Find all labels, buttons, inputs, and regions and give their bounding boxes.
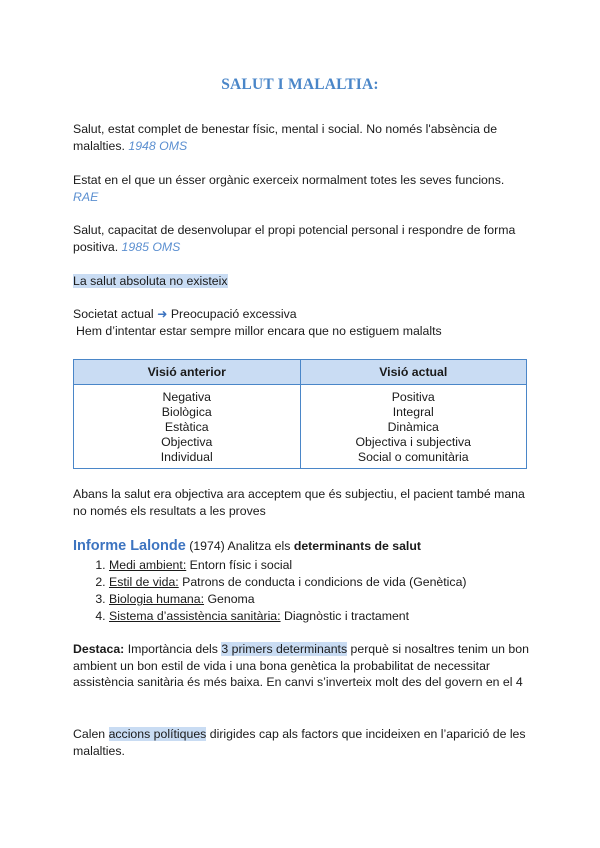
destaca-after: perquè si nosaltres tenim un bon ambient un bon estil de vida i una bona genètica la probabilitat de necessitar assistència sanitària és més baixa. En canvi s’inverteix molt des del govern en el 4 <box>73 642 529 689</box>
highlighted-text: La salut absoluta no existeix <box>73 274 228 288</box>
table-row <box>74 385 527 469</box>
determinant-text: Entorn físic i social <box>189 558 293 572</box>
definition-1 <box>73 121 533 154</box>
page-title: SALUT I MALALTIA: <box>221 76 379 93</box>
society-note <box>73 306 533 339</box>
highlighted-text: accions polítiques <box>108 727 207 741</box>
society-suffix: Preocupació excessiva <box>170 307 297 321</box>
determinant-label: Estil de vida: <box>109 575 179 589</box>
comparison-table <box>73 359 527 469</box>
determinant-text: Diagnòstic i tractament <box>283 609 410 623</box>
list-item <box>109 574 569 591</box>
calen-after: dirigides cap als factors que incideixen en l’aparició de les malalties. <box>73 727 526 758</box>
calen-paragraph <box>73 726 533 759</box>
table-cell-item: Estàtica <box>164 420 209 434</box>
lalonde-heading <box>73 538 533 555</box>
lalonde-intro: Analitza els <box>227 539 291 553</box>
society-prefix: Societat actual <box>73 307 154 321</box>
table-cell-item: Objectiva <box>161 435 213 449</box>
table-cell-item: Individual <box>160 450 213 464</box>
determinant-label: Biologia humana: <box>109 592 205 606</box>
lalonde-year: (1974) <box>189 539 225 553</box>
column-header-previous: Visió anterior <box>74 360 301 385</box>
previous-view-cell <box>74 385 301 469</box>
table-cell-item: Social o comunitària <box>357 450 469 464</box>
highlight-statement <box>73 273 533 290</box>
definition-source: 1985 OMS <box>121 239 181 254</box>
determinant-label: Sistema d’assistència sanitària: <box>109 609 281 623</box>
definition-text: Salut, capacitat de desenvolupar el propi potencial personal i respondre de forma positiva. <box>73 223 516 254</box>
list-item <box>109 608 569 625</box>
lalonde-bold: determinants de salut <box>293 539 421 553</box>
table-cell-item: Positiva <box>391 390 435 404</box>
destaca-before: Importància dels <box>127 642 218 656</box>
society-line2: Hem d’intentar estar sempre millor encara que no estiguem malalts <box>76 323 442 338</box>
determinant-text: Genoma <box>207 592 255 606</box>
destaca-paragraph <box>73 641 533 691</box>
list-item <box>109 591 569 608</box>
table-cell-item: Integral <box>392 405 434 419</box>
definition-source: RAE <box>73 189 99 204</box>
table-cell-item: Dinàmica <box>387 420 439 434</box>
right-arrow-icon: ➜ <box>157 307 168 321</box>
calen-before: Calen <box>73 727 106 741</box>
definition-2 <box>73 172 533 205</box>
highlighted-text: 3 primers determinants <box>221 642 348 656</box>
definition-text: Salut, estat complet de benestar físic, mental i social. No només l'absència de malalties. <box>73 122 498 153</box>
determinant-label: Medi ambient: <box>109 558 187 572</box>
table-cell-item: Objectiva i subjectiva <box>355 435 471 449</box>
table-cell-item: Negativa <box>162 390 212 404</box>
table-cell-item: Biològica <box>161 405 212 419</box>
definition-text: Estat en el que un ésser orgànic exerceix normalment totes les seves funcions. <box>73 173 505 187</box>
lalonde-title: Informe Lalonde <box>73 538 186 554</box>
column-header-current: Visió actual <box>300 360 527 385</box>
destaca-label: Destaca: <box>73 642 125 656</box>
definition-3 <box>73 222 533 255</box>
determinant-text: Patrons de conducta i condicions de vida (Genètica) <box>182 575 467 589</box>
current-view-cell <box>300 385 527 469</box>
determinants-list <box>73 557 569 625</box>
list-item <box>109 557 569 574</box>
definition-source: 1948 OMS <box>128 138 188 153</box>
objective-note: Abans la salut era objectiva ara acceptem que és subjectiu, el pacient també mana no només els resultats a les proves <box>73 487 525 518</box>
